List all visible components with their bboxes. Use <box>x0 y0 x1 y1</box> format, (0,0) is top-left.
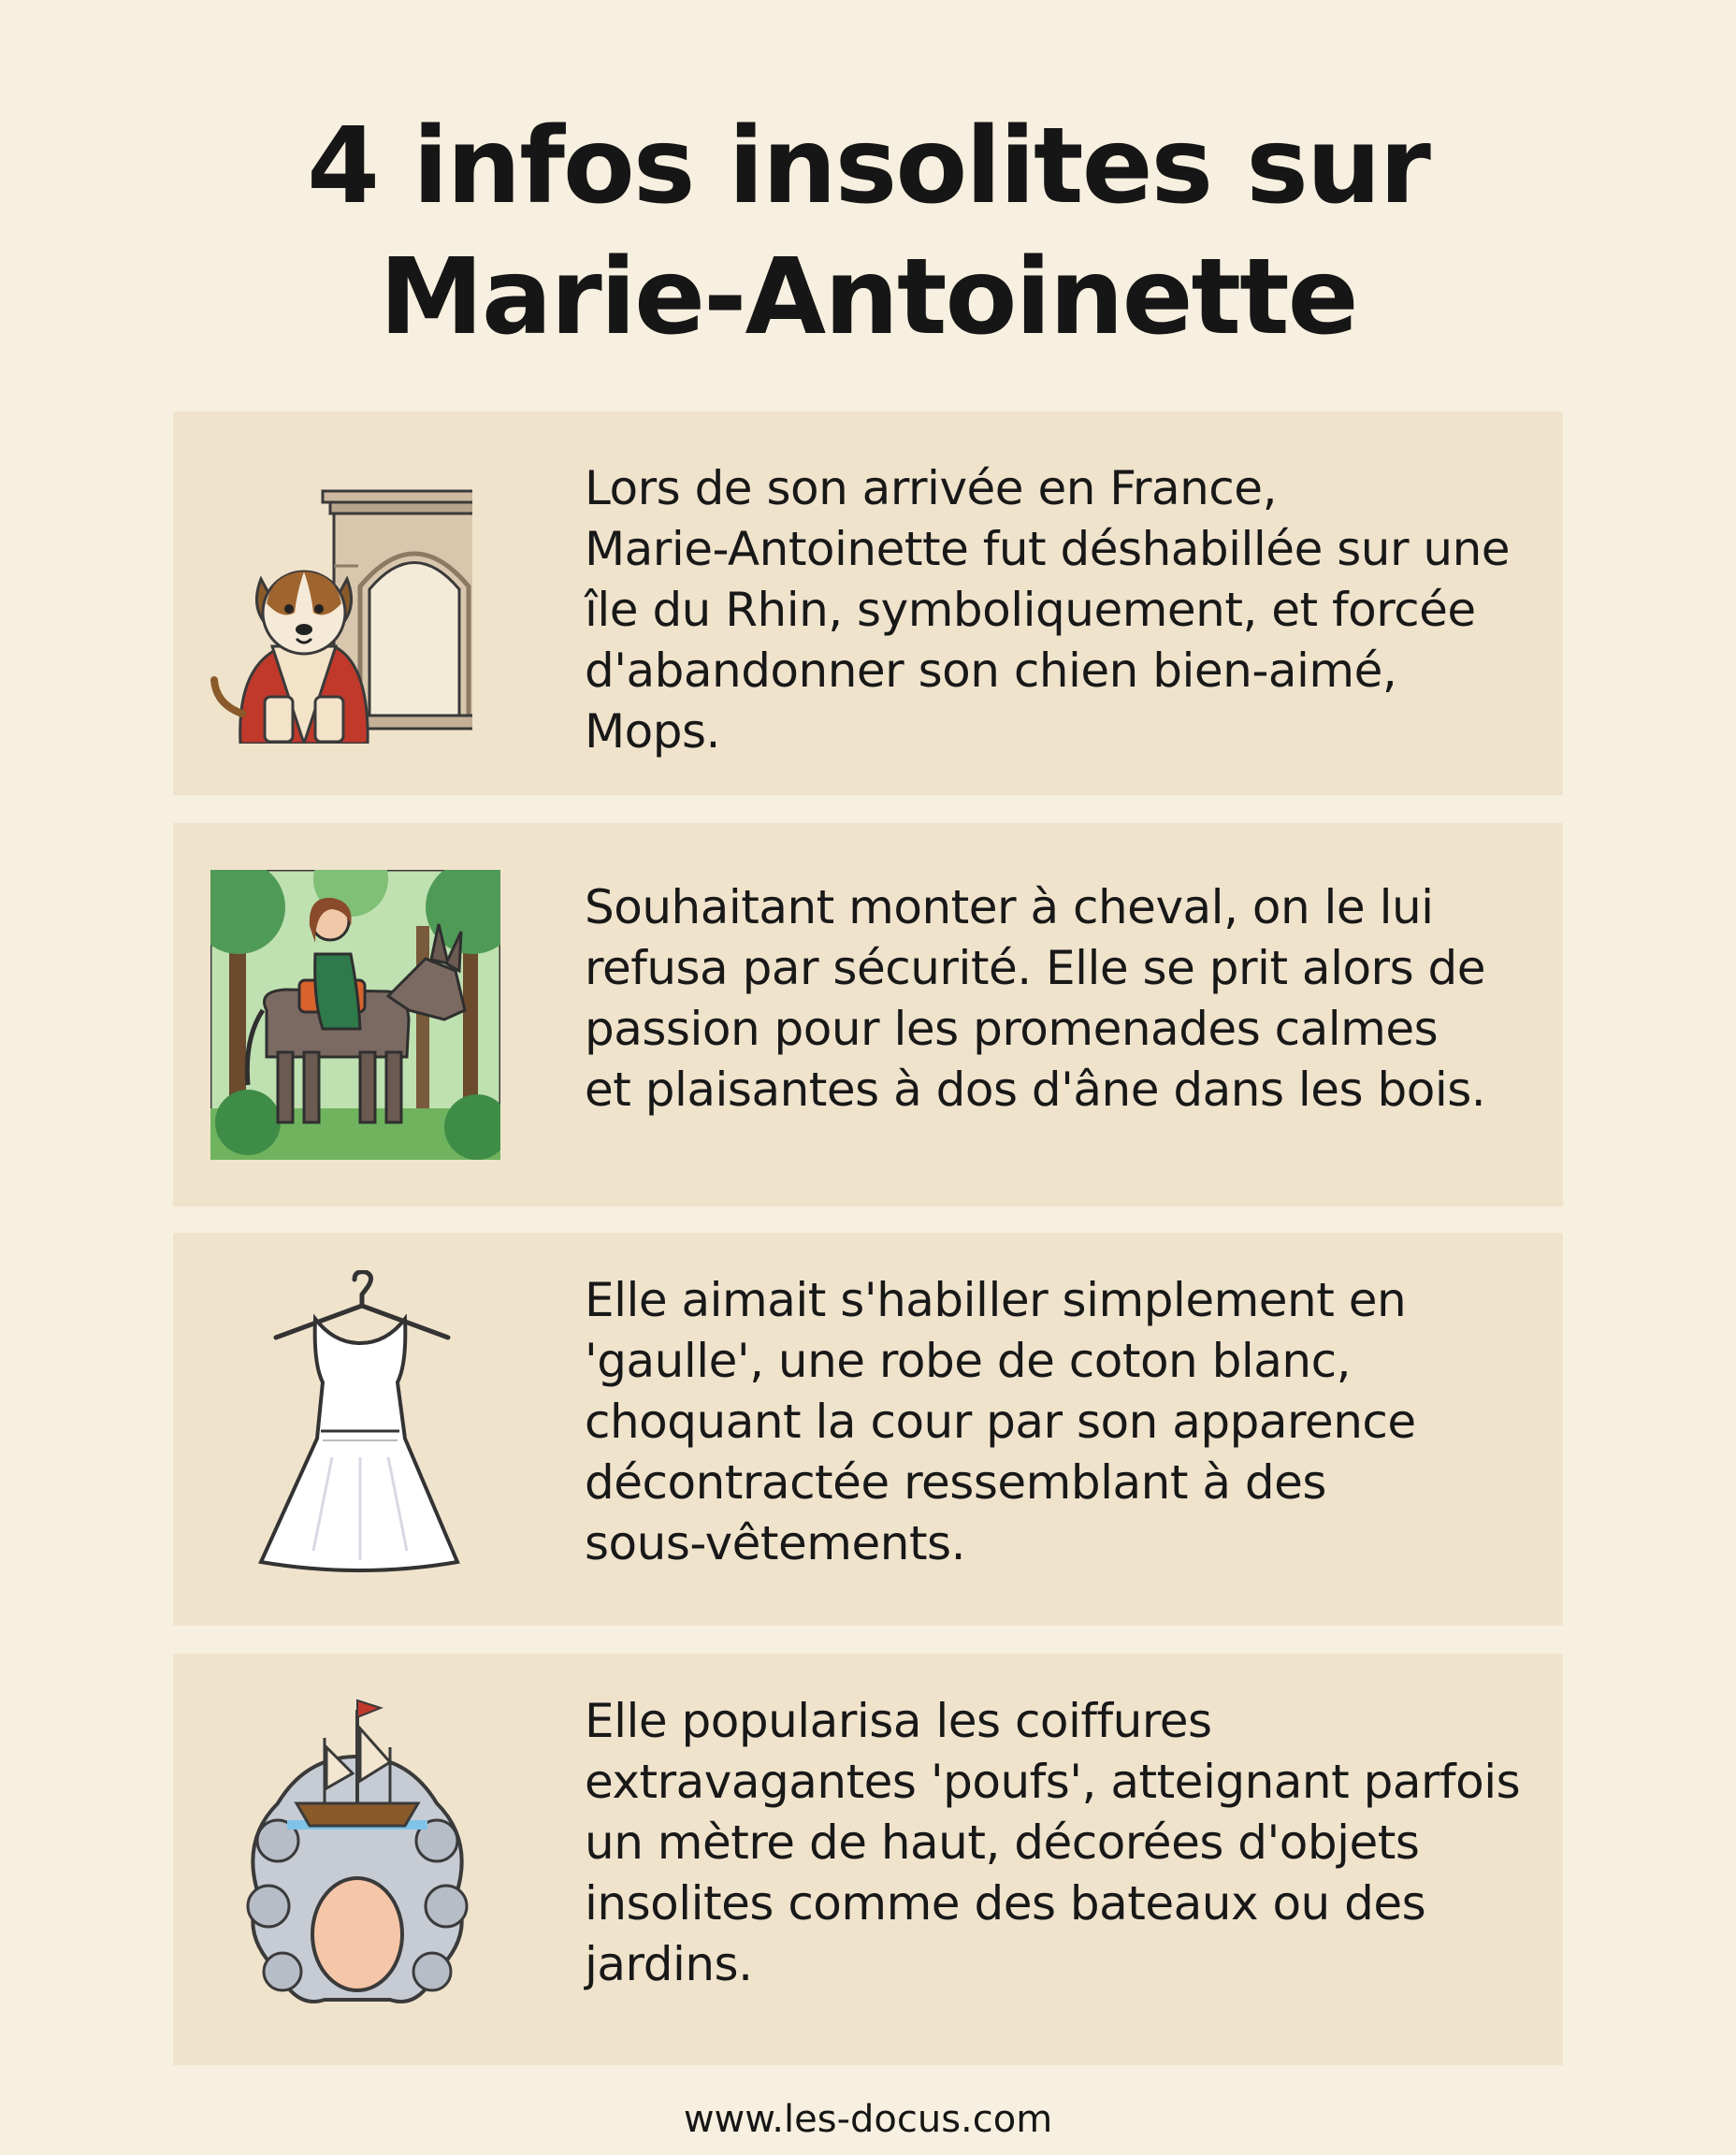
fact-4-line-1: Elle popularisa les coiffures <box>585 1694 1212 1748</box>
fact-2-line-3: passion pour les promenades calmes <box>585 1002 1439 1056</box>
fact-4-line-2: extravagantes 'poufs', atteignant parfois <box>585 1755 1521 1809</box>
fact-card-2 <box>173 823 1563 1207</box>
fact-1-line-1: Lors de son arrivée en France, <box>585 461 1277 515</box>
fact-3-line-5: sous-vêtements. <box>585 1516 966 1570</box>
fact-card-3 <box>173 1233 1563 1626</box>
title-line-2: Marie-Antoinette <box>379 237 1357 358</box>
fact-card-1 <box>173 412 1563 795</box>
dog-and-arch-icon <box>210 463 472 744</box>
title-line-1: 4 infos insolites sur <box>307 106 1429 227</box>
fact-4-line-3: un mètre de haut, décorées d'objets <box>585 1815 1420 1870</box>
fact-text-4 <box>585 1691 1576 1995</box>
fact-3-line-1: Elle aimait s'habiller simplement en <box>585 1273 1407 1327</box>
fact-1-line-2: Marie-Antoinette fut déshabillée sur une <box>585 522 1511 576</box>
fact-4-line-4: insolites comme des bateaux ou des <box>585 1876 1426 1931</box>
fact-text-2 <box>585 877 1576 1121</box>
fact-card-4 <box>173 1654 1563 2065</box>
fact-4-line-5: jardins. <box>585 1937 753 1991</box>
white-dress-on-hanger-icon <box>257 1270 463 1588</box>
fact-2-line-2: refusa par sécurité. Elle se prit alors de <box>585 941 1486 995</box>
fact-text-3 <box>585 1270 1576 1574</box>
fact-1-line-3: île du Rhin, symboliquement, et forcée <box>585 583 1476 637</box>
fact-1-line-5: Mops. <box>585 704 720 759</box>
footer-website-link[interactable]: www.les-docus.com <box>683 2098 1053 2141</box>
page-title <box>0 101 1736 363</box>
fact-3-line-2: 'gaulle', une robe de coton blanc, <box>585 1334 1351 1388</box>
pouf-wig-with-ship-icon <box>240 1691 474 2037</box>
fact-text-1 <box>585 458 1576 762</box>
fact-2-line-4: et plaisantes à dos d'âne dans les bois. <box>585 1063 1486 1117</box>
fact-3-line-3: choquant la cour par son apparence <box>585 1395 1416 1449</box>
fact-1-line-4: d'abandonner son chien bien-aimé, <box>585 644 1397 698</box>
fact-3-line-4: décontractée ressemblant à des <box>585 1455 1326 1510</box>
woman-riding-donkey-icon <box>210 870 500 1160</box>
fact-2-line-1: Souhaitant monter à cheval, on le lui <box>585 880 1434 934</box>
